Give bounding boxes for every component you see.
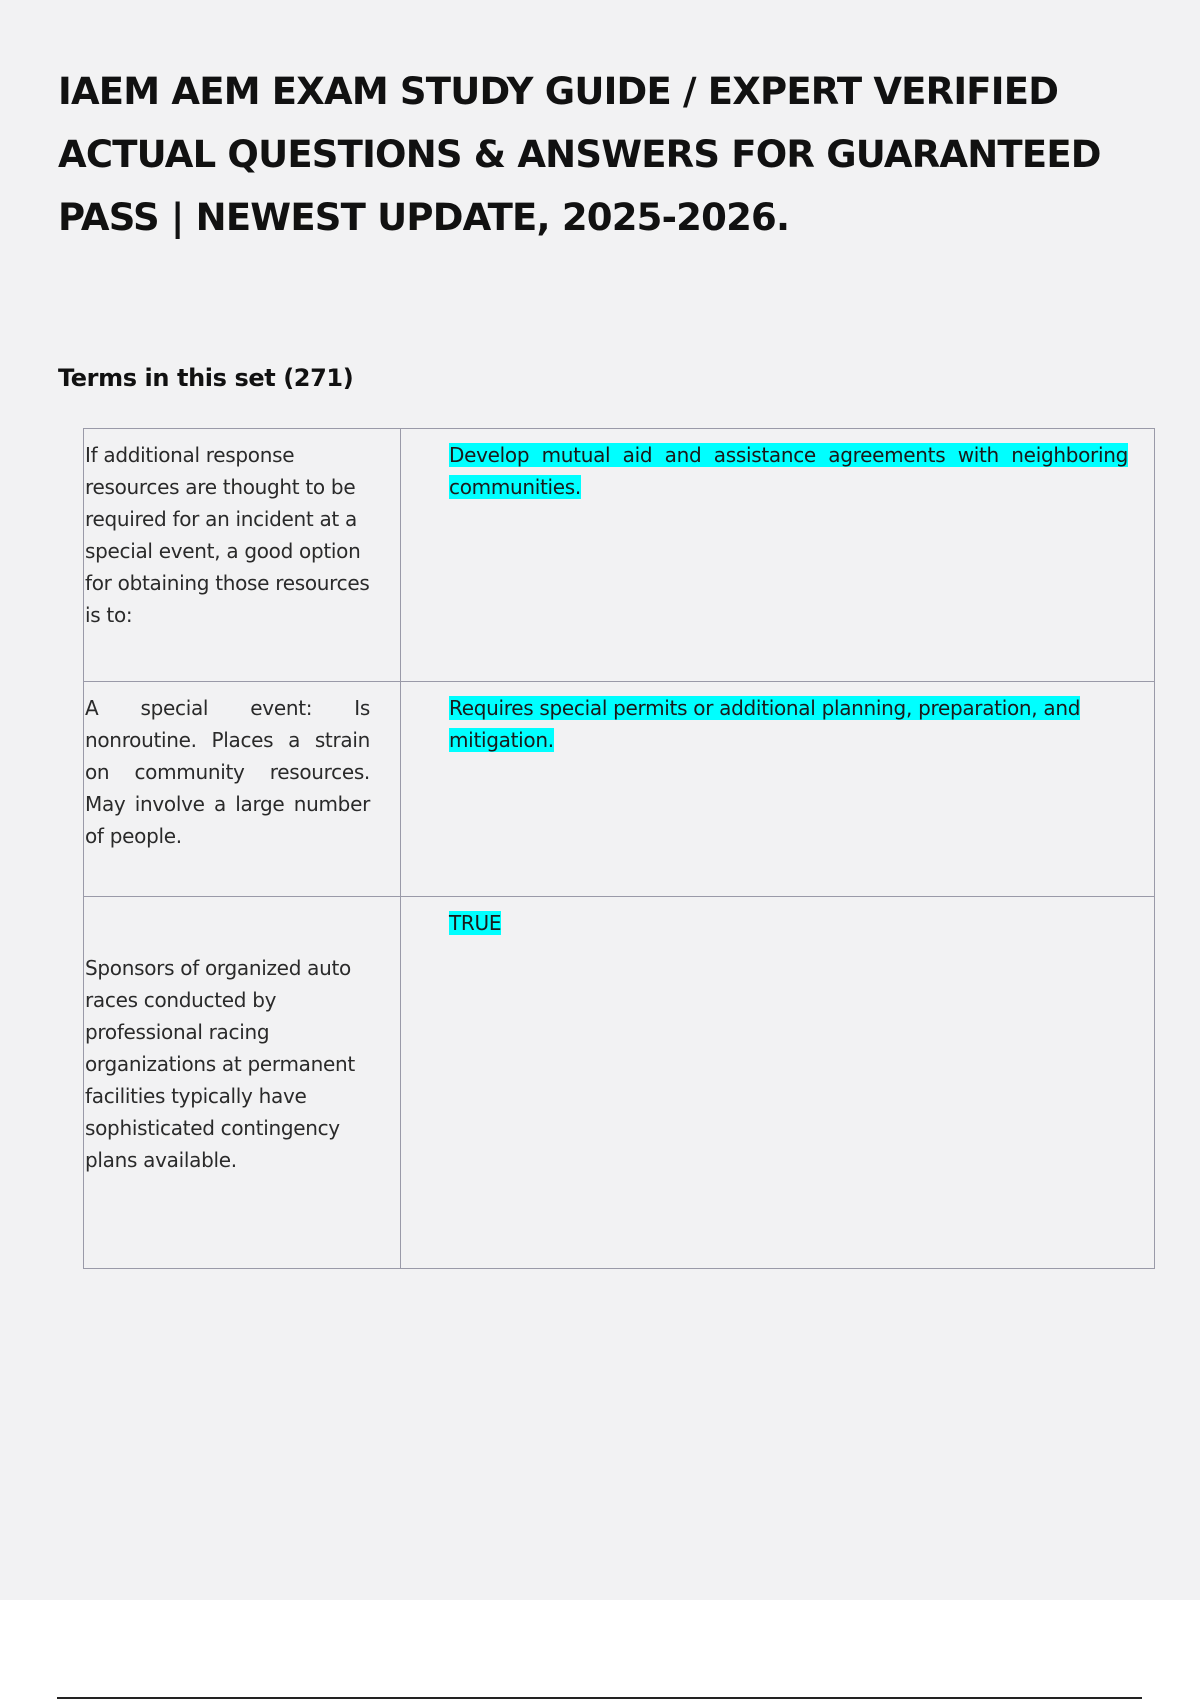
term-cell	[84, 682, 401, 897]
highlighted-answer: Develop mutual aid and assistance agreements with neighboring communities.	[449, 443, 1128, 499]
definition-cell	[401, 897, 1155, 1269]
table-row	[84, 429, 1155, 682]
term-text: Sponsors of organized auto races conducted by professional racing organizations at permanent facilities typically have sophisticated contingency plans available.	[85, 956, 355, 1172]
table-row	[84, 682, 1155, 897]
highlighted-answer: Requires special permits or additional planning, preparation, and mitigation.	[449, 696, 1081, 752]
definition-cell	[401, 682, 1155, 897]
terms-table	[83, 428, 1155, 1269]
footer-divider	[57, 1697, 1142, 1699]
term-cell	[84, 897, 401, 1269]
term-cell	[84, 429, 401, 682]
term-text: If additional response resources are thought to be required for an incident at a special event, a good option for obtaining those resources is to:	[85, 443, 370, 627]
definition-cell	[401, 429, 1155, 682]
document-title: IAEM AEM EXAM STUDY GUIDE / EXPERT VERIFIED ACTUAL QUESTIONS & ANSWERS FOR GUARANTEED PASS | NEWEST UPDATE, 2025-2026.	[58, 70, 1101, 239]
term-text: A special event: Is nonroutine. Places a strain on community resources. May involve a large number of people.	[85, 696, 370, 848]
table-row	[84, 897, 1155, 1269]
terms-count-heading: Terms in this set (271)	[58, 364, 354, 392]
highlighted-answer: TRUE	[449, 911, 502, 935]
